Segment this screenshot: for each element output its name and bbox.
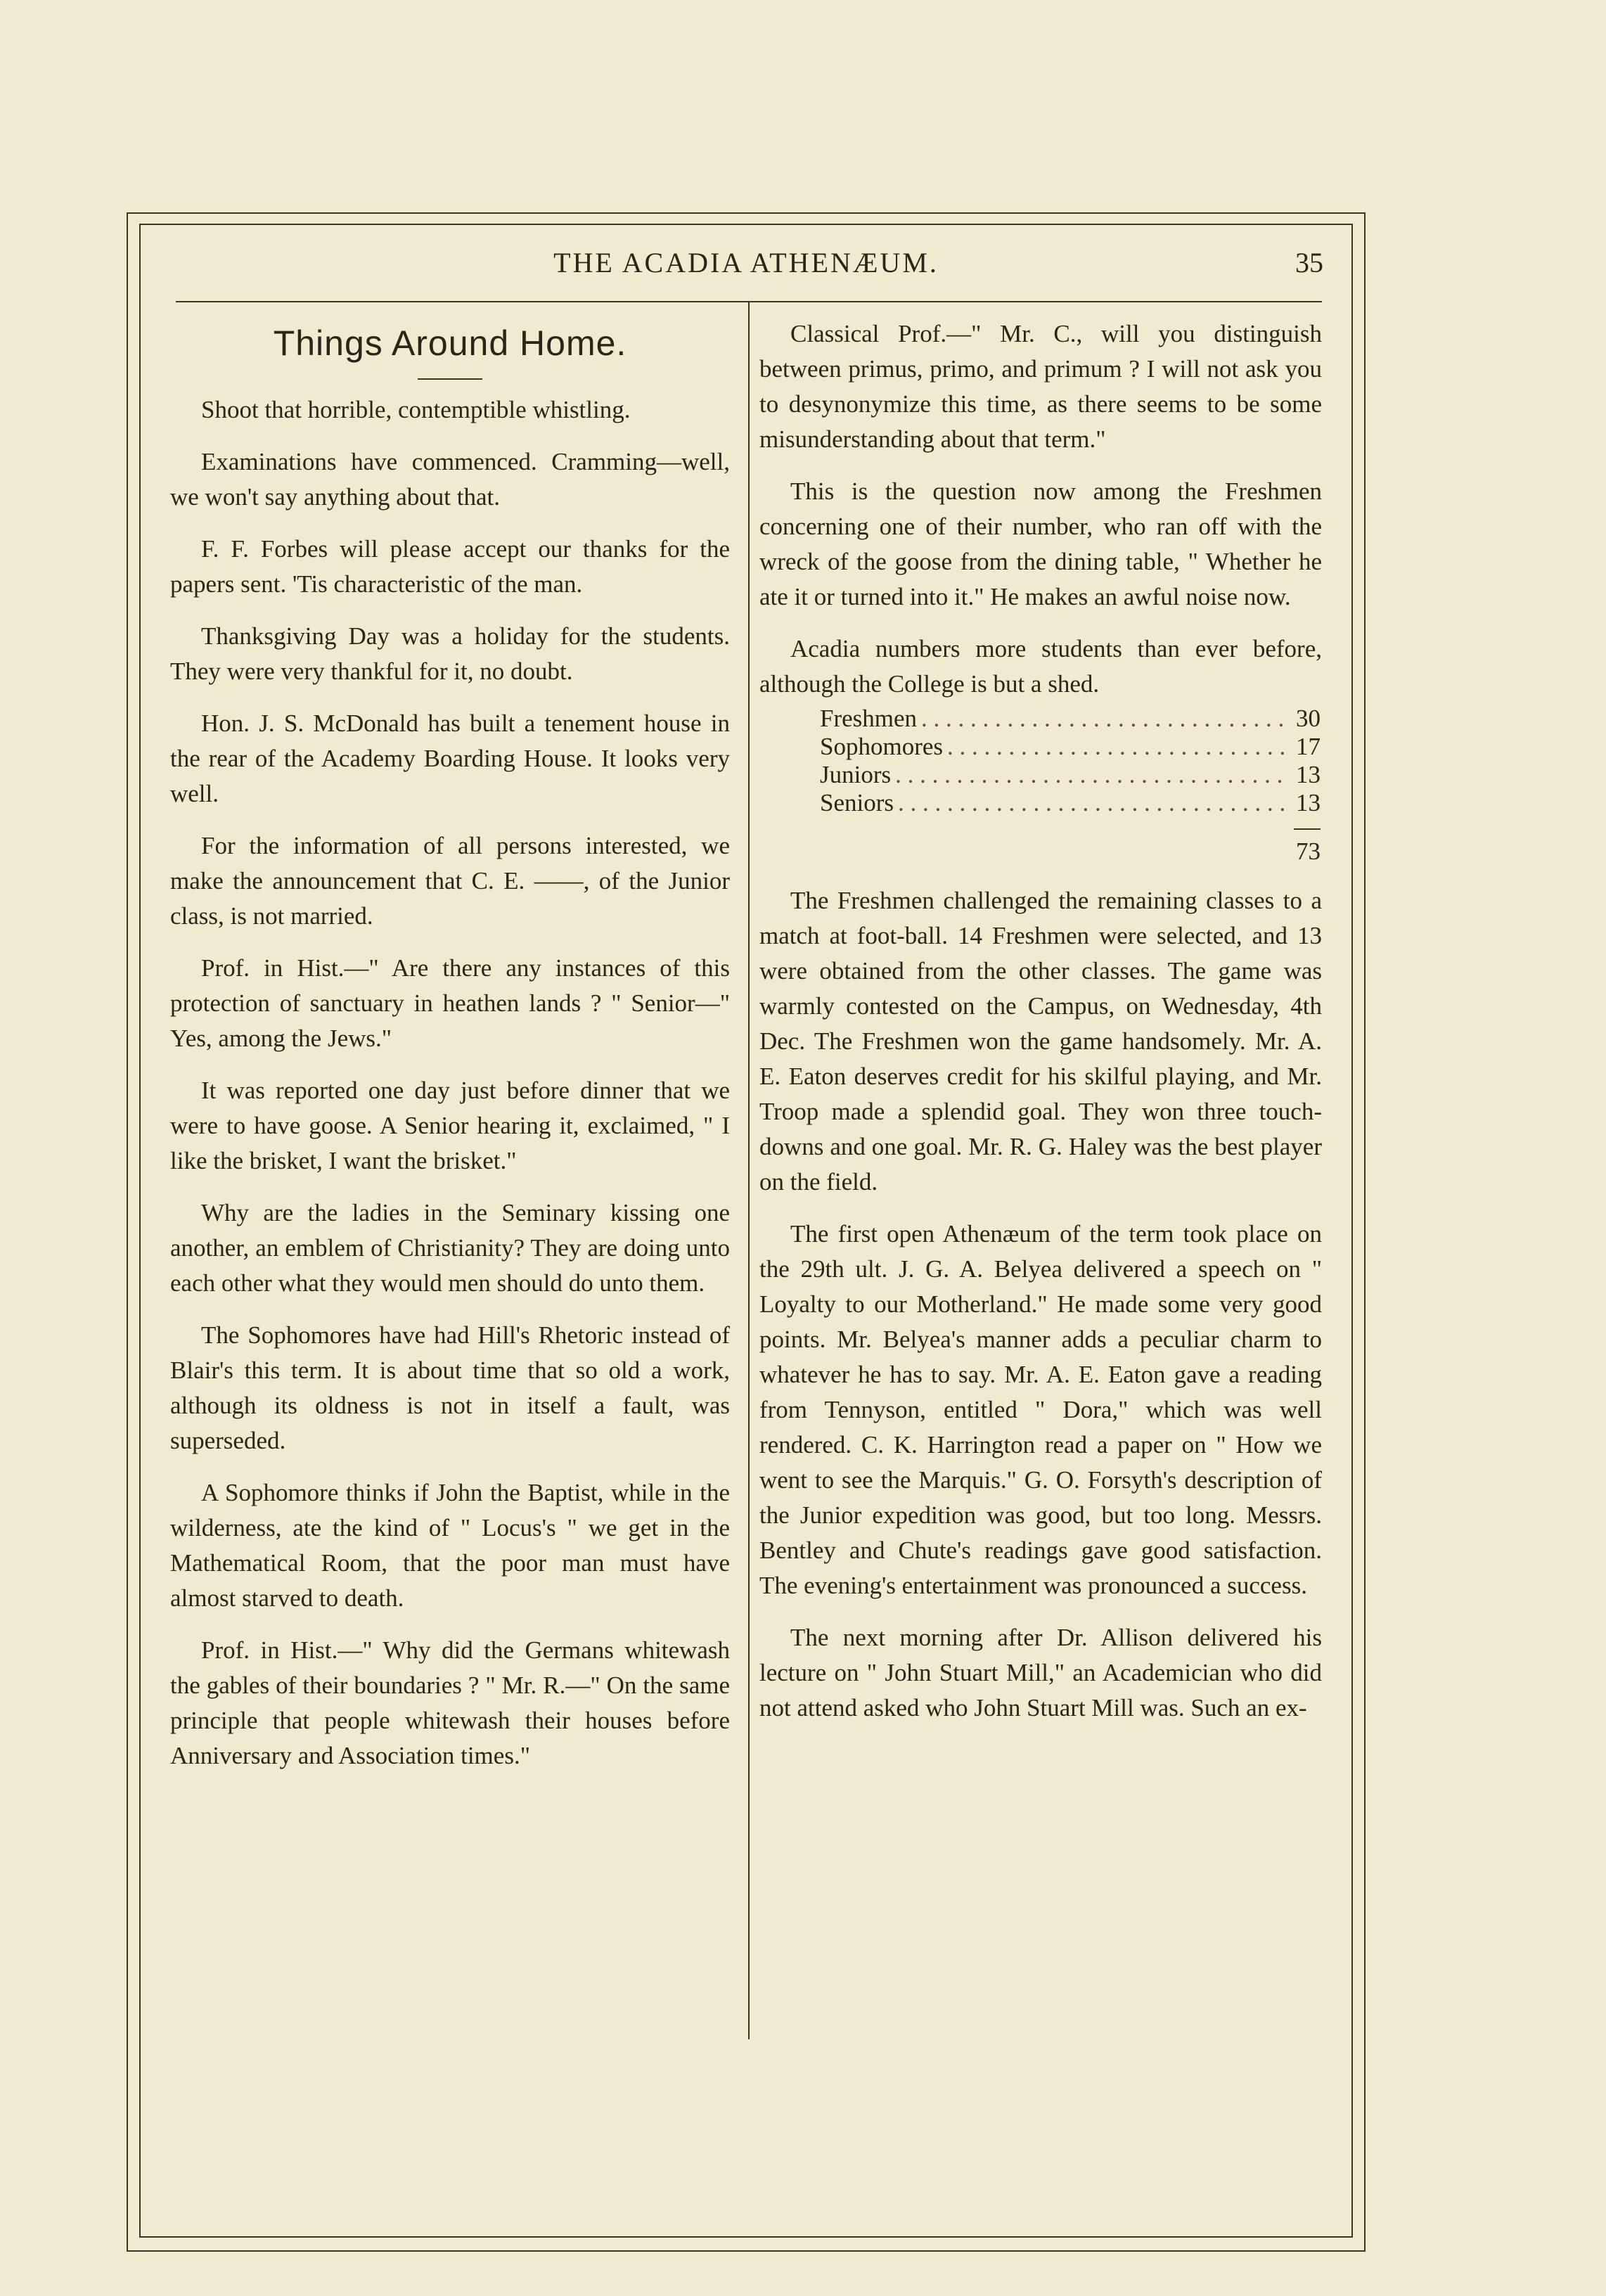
tally-class-name: Sophomores (820, 733, 943, 760)
tally-count: 13 (1296, 761, 1321, 788)
paragraph: Classical Prof.—" Mr. C., will you distinguish between primus, primo, and primum ? I will not ask you to desynonymize this time, as there seems to be some misunderstanding about that term." (759, 320, 1322, 453)
leader-dots (898, 789, 1285, 817)
paragraph: Thanksgiving Day was a holiday for the students. They were very thankful for it, no doubt. (170, 622, 730, 685)
paragraph: A Sophomore thinks if John the Baptist, while in the wilderness, ate the kind of " Locus's " we get in the Mathematical Room, that the poor man must have almost starved to death. (170, 1479, 730, 1612)
paragraph: Examinations have commenced. Cramming—well, we won't say anything about that. (170, 448, 730, 511)
paragraph: This is the question now among the Freshmen concerning one of their number, who ran off with the wreck of the goose from the dining table, " Whether he ate it or turned into it." He makes an awful noise now. (759, 477, 1322, 610)
page-number: 35 (1295, 247, 1323, 278)
right-column (759, 316, 1322, 1743)
tally-total-rule (1294, 828, 1321, 830)
paragraph: For the information of all persons interested, we make the announcement that C. E. ——, of the Junior class, is not married. (170, 832, 730, 930)
paragraph: The first open Athenæum of the term took place on the 29th ult. J. G. A. Belyea delivered a speech on " Loyalty to our Motherland." He made some very good points. Mr. Belyea's manner adds a peculiar charm to whatever he has to say. Mr. A. E. Eaton gave a reading from Tennyson, entitled " Dora," which was well rendered. C. K. Harrington read a paper on " How we went to see the Marquis." G. O. Forsyth's description of the Junior expedition was good, but too long. Messrs. Bentley and Chute's readings gave good satisfaction. The evening's entertainment was pronounced a success. (759, 1220, 1322, 1599)
section-title: Things Around Home. (273, 323, 627, 363)
tally-count: 13 (1296, 789, 1321, 816)
enrollment-tally (820, 705, 1321, 868)
leader-dots (947, 733, 1285, 761)
leader-dots (895, 761, 1285, 789)
paragraph: Prof. in Hist.—" Why did the Germans whitewash the gables of their boundaries ? " Mr. R.—" On the same principle that people whitewash their houses before Anniversary and Association times." (170, 1636, 730, 1769)
paragraph: The Freshmen challenged the remaining classes to a match at foot-ball. 14 Freshmen were selected, and 13 were obtained from the other classes. The game was warmly contested on the Campus, on Wednesday, 4th Dec. The Freshmen won the game handsomely. Mr. A. E. Eaton deserves credit for his skilful playing, and Mr. Troop made a splendid goal. They won three touch-downs and one goal. Mr. R. G. Haley was the best player on the field. (759, 887, 1322, 1195)
column-divider (748, 302, 750, 2039)
paragraph: Hon. J. S. McDonald has built a tenement house in the rear of the Academy Boarding House. It looks very well. (170, 710, 730, 807)
running-title: THE ACADIA ATHENÆUM. (553, 247, 939, 278)
tally-class-name: Juniors (820, 761, 892, 788)
tally-row (820, 705, 1321, 733)
paragraph: Why are the ladies in the Seminary kissing one another, an emblem of Christianity? They are doing unto each other what they would men should do unto them. (170, 1199, 730, 1297)
paragraph: The next morning after Dr. Allison delivered his lecture on " John Stuart Mill," an Academician who did not attend asked who John Stuart Mill was. Such an ex- (759, 1624, 1322, 1721)
tally-row (820, 733, 1321, 761)
tally-count: 17 (1296, 733, 1321, 760)
tally-row (820, 789, 1321, 817)
page-header (139, 243, 1353, 286)
tally-total: 73 (1296, 838, 1321, 865)
tally-class-name: Seniors (820, 789, 894, 816)
leader-dots (921, 705, 1285, 733)
paragraph: Prof. in Hist.—" Are there any instances of this protection of sanctuary in heathen lands ? " Senior—" Yes, among the Jews." (170, 954, 730, 1052)
paragraph: Acadia numbers more students than ever before, although the College is but a shed. (759, 635, 1322, 698)
tally-count: 30 (1296, 705, 1321, 732)
tally-class-name: Freshmen (820, 705, 918, 732)
left-column (170, 316, 730, 1790)
tally-row (820, 761, 1321, 789)
title-rule (418, 378, 482, 380)
paragraph: F. F. Forbes will please accept our thanks for the papers sent. 'Tis characteristic of the man. (170, 535, 730, 598)
paragraph: The Sophomores have had Hill's Rhetoric instead of Blair's this term. It is about time that so old a work, although its oldness is not in itself a fault, was superseded. (170, 1321, 730, 1454)
paragraph: It was reported one day just before dinner that we were to have goose. A Senior hearing it, exclaimed, " I like the brisket, I want the brisket." (170, 1077, 730, 1174)
paragraph: Shoot that horrible, contemptible whistling. (201, 396, 631, 423)
